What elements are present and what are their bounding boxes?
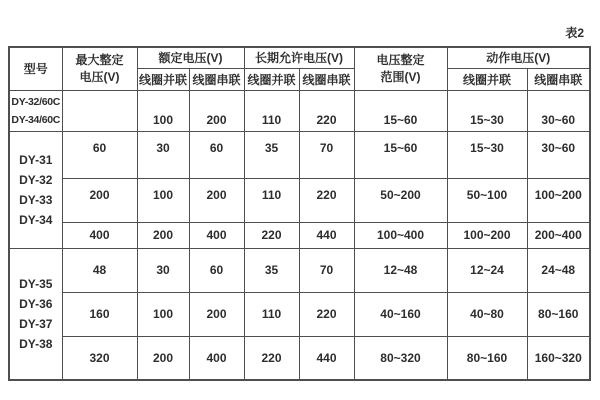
- cell-longterm-series: 70: [299, 248, 354, 292]
- cell-action-parallel: 15~30: [447, 131, 527, 178]
- cell-setting-range: 80~320: [354, 336, 447, 380]
- cell-rated-series: 200: [189, 178, 244, 222]
- subheader-action-coil-series: 线圈串联: [527, 68, 590, 90]
- cell-max-setting: 60: [62, 131, 137, 178]
- cell-rated-series: 200: [189, 90, 244, 131]
- cell-action-parallel: 100~200: [447, 222, 527, 248]
- cell-rated-series: 60: [189, 248, 244, 292]
- cell-rated-series: 200: [189, 292, 244, 336]
- header-action-voltage: 动作电压(V): [447, 47, 590, 68]
- cell-rated-series: 400: [189, 336, 244, 380]
- cell-action-series: 160~320: [527, 336, 590, 380]
- table-row: [9, 222, 590, 248]
- model-group-3: [9, 248, 62, 380]
- cell-rated-parallel: 100: [137, 90, 189, 131]
- cell-action-series: 80~160: [527, 292, 590, 336]
- cell-longterm-parallel: 35: [244, 131, 299, 178]
- table-row: [9, 292, 590, 336]
- cell-rated-series: 400: [189, 222, 244, 248]
- cell-action-parallel: 80~160: [447, 336, 527, 380]
- header-setting-range: [354, 47, 447, 90]
- cell-setting-range: 100~400: [354, 222, 447, 248]
- header-setting-range-line2: 范围(V): [380, 69, 421, 84]
- cell-max-setting: 200: [62, 178, 137, 222]
- relay-spec-table: [8, 46, 591, 381]
- cell-action-series: 30~60: [527, 90, 590, 131]
- table-row: [9, 336, 590, 380]
- cell-action-series: 24~48: [527, 248, 590, 292]
- subheader-longterm-coil-parallel: 线圈并联: [244, 68, 299, 90]
- cell-longterm-series: 220: [299, 292, 354, 336]
- subheader-action-coil-parallel: 线圈并联: [447, 68, 527, 90]
- header-setting-range-line1: 电压整定: [376, 52, 425, 67]
- model-group-2: [9, 131, 62, 248]
- cell-longterm-series: 440: [299, 336, 354, 380]
- subheader-longterm-coil-series: 线圈串联: [299, 68, 354, 90]
- cell-rated-parallel: 200: [137, 222, 189, 248]
- cell-max-setting: 400: [62, 222, 137, 248]
- header-longterm-voltage: 长期允许电压(V): [244, 47, 354, 68]
- table-caption: 表2: [565, 26, 584, 40]
- cell-rated-parallel: 100: [137, 292, 189, 336]
- cell-setting-range: 40~160: [354, 292, 447, 336]
- table-row: [9, 90, 590, 131]
- header-max-setting-line1: 最大整定: [75, 52, 124, 67]
- cell-setting-range: 15~60: [354, 131, 447, 178]
- model-name: DY-35: [19, 276, 53, 291]
- cell-longterm-parallel: 110: [244, 178, 299, 222]
- cell-max-setting: 160: [62, 292, 137, 336]
- cell-longterm-parallel: 35: [244, 248, 299, 292]
- cell-longterm-series: 440: [299, 222, 354, 248]
- table-row: [9, 178, 590, 222]
- cell-setting-range: 50~200: [354, 178, 447, 222]
- model-name: DY-34/60C: [11, 113, 61, 126]
- cell-action-parallel: 50~100: [447, 178, 527, 222]
- cell-longterm-parallel: 220: [244, 222, 299, 248]
- header-max-setting-line2: 电压(V): [79, 69, 120, 84]
- cell-longterm-series: 70: [299, 131, 354, 178]
- header-rated-voltage: 额定电压(V): [137, 47, 244, 68]
- cell-max-setting: 320: [62, 336, 137, 380]
- subheader-rated-coil-series: 线圈串联: [189, 68, 244, 90]
- subheader-rated-coil-parallel: 线圈并联: [137, 68, 189, 90]
- cell-longterm-series: 220: [299, 178, 354, 222]
- model-name: DY-38: [19, 336, 53, 351]
- model-name: DY-34: [19, 212, 53, 227]
- cell-setting-range: 12~48: [354, 248, 447, 292]
- cell-action-series: 200~400: [527, 222, 590, 248]
- cell-action-parallel: 40~80: [447, 292, 527, 336]
- model-name: DY-33: [19, 192, 53, 207]
- cell-longterm-parallel: 110: [244, 292, 299, 336]
- cell-action-parallel: 15~30: [447, 90, 527, 131]
- cell-setting-range: 15~60: [354, 90, 447, 131]
- cell-rated-parallel: 30: [137, 131, 189, 178]
- cell-max-setting: 48: [62, 248, 137, 292]
- model-name: DY-31: [19, 152, 53, 167]
- cell-longterm-parallel: 110: [244, 90, 299, 131]
- header-model: 型号: [9, 47, 62, 90]
- cell-max-setting: [62, 90, 137, 131]
- cell-action-series: 100~200: [527, 178, 590, 222]
- header-max-setting-voltage: [62, 47, 137, 90]
- cell-action-parallel: 12~24: [447, 248, 527, 292]
- cell-rated-parallel: 30: [137, 248, 189, 292]
- cell-rated-parallel: 200: [137, 336, 189, 380]
- model-name: DY-32: [19, 172, 53, 187]
- model-group-1: [9, 90, 62, 131]
- model-name: DY-36: [19, 296, 53, 311]
- cell-longterm-parallel: 220: [244, 336, 299, 380]
- cell-rated-series: 60: [189, 131, 244, 178]
- cell-rated-parallel: 100: [137, 178, 189, 222]
- cell-longterm-series: 220: [299, 90, 354, 131]
- table-row: [9, 131, 590, 178]
- table-row: [9, 248, 590, 292]
- model-name: DY-32/60C: [11, 95, 61, 108]
- model-name: DY-37: [19, 316, 53, 331]
- cell-action-series: 30~60: [527, 131, 590, 178]
